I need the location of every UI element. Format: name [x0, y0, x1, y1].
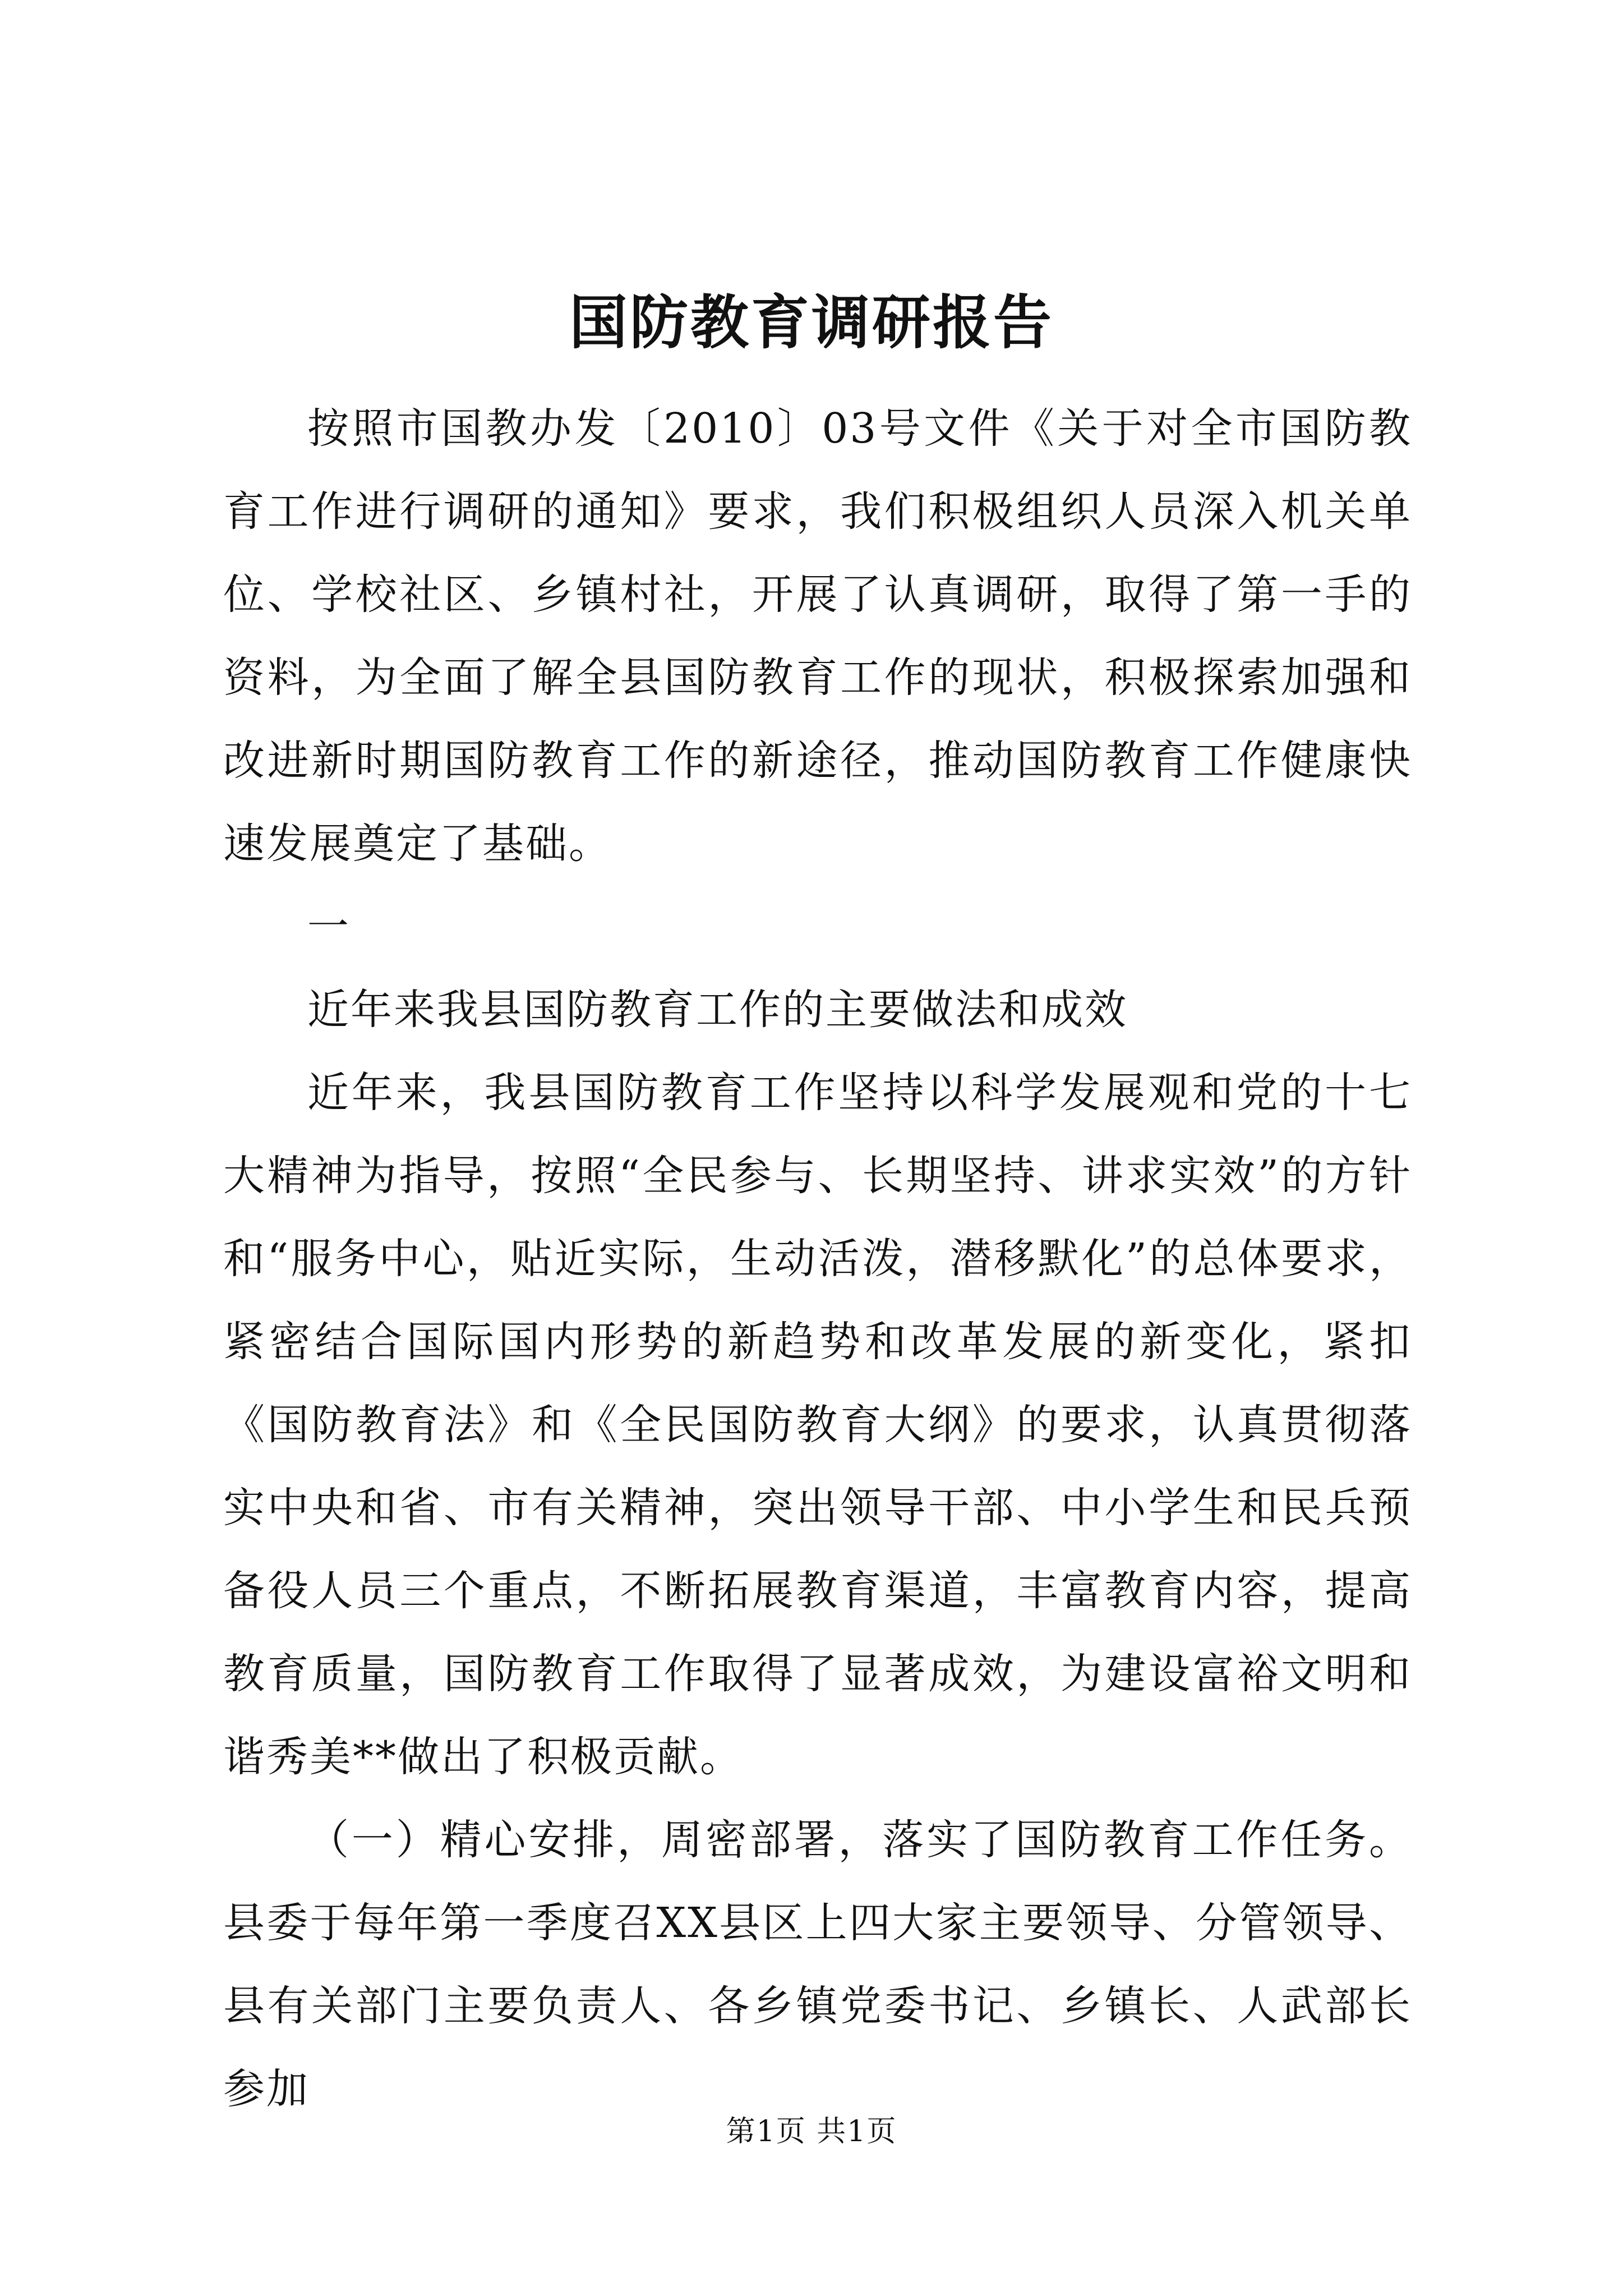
section-heading: 近年来我县国防教育工作的主要做法和成效 — [307, 986, 1128, 1034]
page-footer: 第1页 共1页 — [726, 2115, 897, 2148]
document-body — [223, 387, 1412, 2131]
paragraph-intro: 按照市国教办发〔2010〕03号文件《关于对全市国防教育工作进行调研的通知》要求，我们积极组织人员深入机关单位、学校社区、乡镇村社，开展了认真调研，取得了第一手的资料，为全面了解全县国防教育工作的现状，积极探索加强和改进新时期国防教育工作的新途径，推动国防教育工作健康快速发展奠定了基础。 — [223, 404, 1412, 868]
section-number: 一 — [307, 903, 351, 951]
paragraph-subsection-1: （一）精心安排，周密部署，落实了国防教育工作任务。县委于每年第一季度召XX县区上四大家主要领导、分管领导、县有关部门主要负责人、各乡镇党委书记、乡镇长、人武部长参加 — [223, 1816, 1412, 2113]
paragraph-overview: 近年来，我县国防教育工作坚持以科学发展观和党的十七大精神为指导，按照“全民参与、长期坚持、讲求实效”的方针和“服务中心，贴近实际，生动活泼，潜移默化”的总体要求，紧密结合国际国内形势的新趋势和改革发展的新变化，紧扣《国防教育法》和《全民国防教育大纲》的要求，认真贯彻落实中央和省、市有关精神，突出领导干部、中小学生和民兵预备役人员三个重点，不断拓展教育渠道，丰富教育内容，提高教育质量，国防教育工作取得了显著成效，为建设富裕文明和谐秀美**做出了积极贡献。 — [223, 1069, 1412, 1781]
document-title: 国防教育调研报告 — [569, 288, 1054, 357]
